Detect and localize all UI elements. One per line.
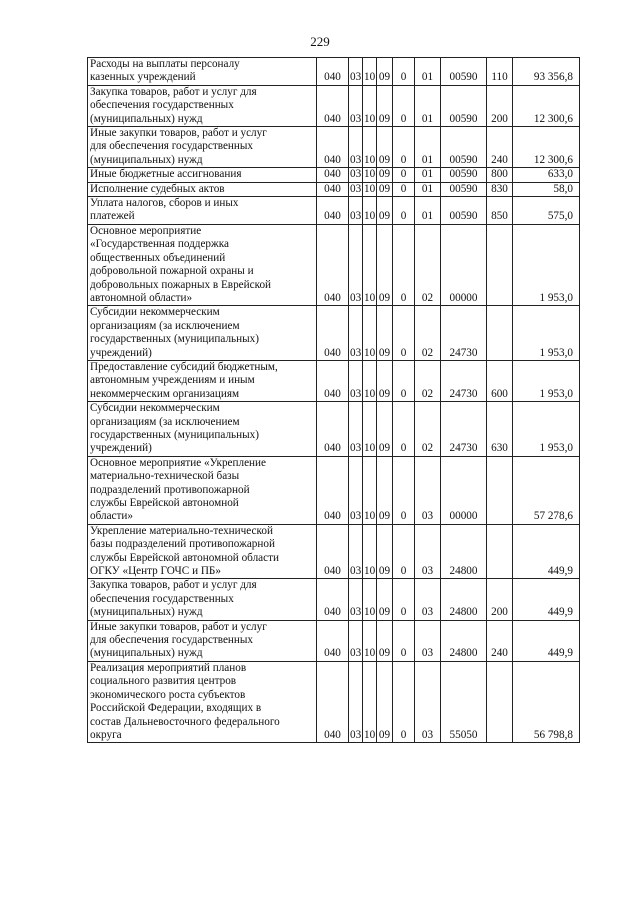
description-line: платежей [90, 210, 135, 223]
code-event: 03 [415, 456, 441, 524]
code-section: 03 [350, 168, 362, 181]
code-subsection: 10 [364, 168, 376, 181]
code-event: 02 [415, 224, 441, 305]
description-line: для обеспечения государственных [90, 634, 254, 647]
code-event: 03 [415, 524, 441, 579]
code-subsection: 10 [363, 579, 377, 620]
code-gov: 040 [317, 456, 349, 524]
code-event: 02 [415, 360, 441, 401]
description-line: Субсидии некоммерческим [90, 306, 220, 319]
code-section: 03 [349, 306, 363, 361]
code-subprogram: 0 [393, 579, 415, 620]
row-description [88, 402, 317, 457]
code-direction: 00590 [441, 58, 487, 86]
code-subprogram: 0 [393, 524, 415, 579]
code-gov: 040 [317, 58, 349, 86]
row-description [88, 224, 317, 305]
code-subprogram: 0 [393, 168, 415, 182]
code-program: 09 [377, 306, 393, 361]
code-direction: 00590 [441, 127, 487, 168]
description-line: «Государственная поддержка [90, 238, 229, 251]
code-event: 01 [415, 127, 441, 168]
code-gov: 040 [317, 306, 349, 361]
code-section: 03 [349, 620, 363, 661]
description-line: Закупка товаров, работ и услуг для [90, 85, 257, 98]
amount: 12 300,6 [513, 85, 580, 126]
code-subsection: 10 [363, 197, 377, 225]
code-expense-type: 240 [487, 127, 513, 168]
row-description [88, 58, 317, 86]
code-subsection: 10 [364, 182, 376, 195]
description-line: службы Еврейской автономной [90, 497, 239, 509]
description-line: ОГКУ «Центр ГОЧС и ПБ» [90, 565, 221, 578]
description-line: базы подразделений противопожарной [90, 538, 275, 551]
amount: 1 953,0 [513, 402, 580, 457]
code-gov: 040 [317, 524, 349, 579]
code-subsection: 10 [363, 127, 377, 168]
code-expense-type: 200 [487, 85, 513, 126]
row-description [88, 661, 317, 742]
code-expense-type: 800 [487, 168, 513, 182]
description-line: Реализация мероприятий планов [90, 661, 247, 674]
code-event: 01 [415, 168, 441, 182]
code-gov: 040 [317, 85, 349, 126]
table-row [88, 661, 580, 742]
code-subsection: 10 [363, 224, 377, 305]
code-section: 03 [349, 524, 363, 579]
code-subprogram: 0 [393, 456, 415, 524]
code-event: 01 [415, 197, 441, 225]
code-program: 09 [377, 524, 393, 579]
budget-table-body [88, 58, 580, 743]
code-subprogram: 0 [393, 360, 415, 401]
table-row [88, 168, 580, 182]
description-line: Закупка товаров, работ и услуг для [90, 579, 257, 592]
description-line: государственных (муниципальных) [90, 428, 259, 441]
code-gov: 040 [317, 168, 349, 182]
code-subprogram: 0 [393, 306, 415, 361]
code-program: 09 [377, 456, 393, 524]
code-program: 09 [377, 197, 393, 225]
description-line: округа [90, 728, 122, 741]
description-line: добровольных пожарных в Еврейской [90, 278, 272, 291]
code-subsection: 10 [363, 620, 377, 661]
code-section: 03 [349, 197, 363, 225]
description-line: автономным учреждениям и иным [90, 374, 255, 387]
row-description [88, 127, 317, 168]
code-subsection: 10 [363, 456, 377, 524]
row-description [88, 456, 317, 524]
description-line: учреждений) [90, 442, 152, 455]
amount: 575,0 [513, 197, 580, 225]
code-event: 02 [415, 306, 441, 361]
code-subprogram: 0 [393, 197, 415, 225]
code-expense-type: 630 [487, 402, 513, 457]
code-program: 09 [377, 579, 393, 620]
code-section: 03 [349, 402, 363, 457]
code-section: 03 [349, 661, 363, 742]
code-subprogram: 0 [393, 224, 415, 305]
code-gov: 040 [317, 224, 349, 305]
description-line: Российской Федерации, входящих в [90, 702, 262, 715]
code-subprogram: 0 [393, 661, 415, 742]
description-line: государственных (муниципальных) [90, 333, 259, 346]
code-direction: 00590 [441, 85, 487, 126]
code-direction: 00590 [441, 168, 487, 182]
code-expense-type [487, 456, 513, 524]
code-section: 03 [349, 85, 363, 126]
code-subsection: 10 [363, 58, 377, 86]
amount: 12 300,6 [513, 127, 580, 168]
description-line: Субсидии некоммерческим [90, 402, 220, 415]
code-section: 03 [349, 579, 363, 620]
code-gov: 040 [317, 402, 349, 457]
amount: 449,9 [513, 579, 580, 620]
code-expense-type [487, 524, 513, 579]
code-event: 01 [415, 58, 441, 86]
amount: 1 953,0 [513, 224, 580, 305]
table-row [88, 360, 580, 401]
description-line: Расходы на выплаты персоналу [90, 58, 240, 70]
code-program: 09 [377, 360, 393, 401]
description-line: (муниципальных) нужд [90, 647, 203, 660]
code-subprogram: 0 [393, 58, 415, 86]
code-gov: 040 [317, 661, 349, 742]
description-line: (муниципальных) нужд [90, 606, 203, 619]
code-program: 09 [377, 127, 393, 168]
description-line: учреждений) [90, 346, 152, 359]
description-line: общественных объединений [90, 251, 226, 264]
code-subsection: 10 [363, 360, 377, 401]
table-row [88, 85, 580, 126]
code-gov: 040 [317, 197, 349, 225]
description-line: автономной области» [90, 291, 193, 304]
row-description [88, 182, 317, 196]
description-line: Предоставление субсидий бюджетным, [90, 360, 278, 373]
table-row [88, 524, 580, 579]
code-section: 03 [349, 360, 363, 401]
amount: 449,9 [513, 524, 580, 579]
code-direction: 24730 [441, 360, 487, 401]
table-row [88, 197, 580, 225]
code-subsection: 10 [363, 402, 377, 457]
description-line: казенных учреждений [90, 71, 196, 84]
description-line: Иные бюджетные ассигнования [90, 168, 242, 181]
row-description [88, 524, 317, 579]
table-row [88, 224, 580, 305]
description-line: Иные закупки товаров, работ и услуг [90, 127, 267, 140]
code-direction: 00590 [441, 182, 487, 196]
code-program: 09 [377, 661, 393, 742]
description-line: Укрепление материально-технической [90, 524, 273, 537]
code-section: 03 [349, 127, 363, 168]
code-direction: 00000 [441, 456, 487, 524]
description-line: экономического роста субъектов [90, 688, 246, 701]
code-program: 09 [377, 182, 393, 196]
row-description [88, 168, 317, 182]
page-number: 229 [310, 34, 330, 49]
code-expense-type [487, 224, 513, 305]
code-gov: 040 [317, 182, 349, 196]
description-line: Уплата налогов, сборов и иных [90, 197, 239, 210]
code-direction: 24800 [441, 524, 487, 579]
amount: 57 278,6 [513, 456, 580, 524]
description-line: организациям (за исключением [90, 319, 240, 332]
description-line: (муниципальных) нужд [90, 153, 203, 166]
code-subsection: 10 [363, 524, 377, 579]
code-direction: 24800 [441, 579, 487, 620]
row-description [88, 197, 317, 225]
code-direction: 00590 [441, 197, 487, 225]
description-line: материально-технической базы [90, 470, 240, 483]
description-line: Иные закупки товаров, работ и услуг [90, 620, 267, 633]
code-expense-type: 600 [487, 360, 513, 401]
description-line: добровольной пожарной охраны и [90, 265, 254, 278]
code-subsection: 10 [363, 306, 377, 361]
code-program: 09 [377, 402, 393, 457]
description-line: Основное мероприятие [90, 224, 202, 237]
code-direction: 24800 [441, 620, 487, 661]
code-event: 02 [415, 402, 441, 457]
amount: 1 953,0 [513, 306, 580, 361]
table-row [88, 402, 580, 457]
description-line: области» [90, 510, 133, 523]
code-event: 03 [415, 579, 441, 620]
code-gov: 040 [317, 579, 349, 620]
code-section: 03 [349, 58, 363, 86]
code-gov: 040 [317, 620, 349, 661]
description-line: подразделений противопожарной [90, 483, 250, 496]
row-description [88, 620, 317, 661]
code-gov: 040 [317, 360, 349, 401]
code-direction: 55050 [441, 661, 487, 742]
code-subprogram: 0 [393, 402, 415, 457]
table-row [88, 456, 580, 524]
description-line: организациям (за исключением [90, 415, 240, 428]
description-line: состав Дальневосточного федерального [90, 715, 280, 728]
code-program: 09 [377, 85, 393, 126]
amount: 449,9 [513, 620, 580, 661]
code-expense-type: 850 [487, 197, 513, 225]
description-line: обеспечения государственных [90, 99, 234, 112]
table-row [88, 127, 580, 168]
row-description [88, 306, 317, 361]
description-line: для обеспечения государственных [90, 140, 254, 153]
description-line: обеспечения государственных [90, 592, 234, 605]
code-event: 03 [415, 620, 441, 661]
table-row [88, 620, 580, 661]
code-subsection: 10 [363, 85, 377, 126]
code-program: 09 [377, 58, 393, 86]
code-direction: 24730 [441, 306, 487, 361]
code-section: 03 [350, 182, 362, 195]
code-event: 01 [415, 85, 441, 126]
code-program: 09 [377, 620, 393, 661]
amount: 58,0 [513, 182, 580, 196]
budget-table [87, 57, 580, 743]
code-subprogram: 0 [393, 127, 415, 168]
description-line: (муниципальных) нужд [90, 112, 203, 125]
code-expense-type [487, 661, 513, 742]
code-expense-type [487, 306, 513, 361]
row-description [88, 579, 317, 620]
code-subprogram: 0 [393, 85, 415, 126]
code-expense-type: 110 [487, 58, 513, 86]
code-section: 03 [349, 456, 363, 524]
code-expense-type: 830 [487, 182, 513, 196]
description-line: социального развития центров [90, 675, 237, 688]
amount: 56 798,8 [513, 661, 580, 742]
description-line: некоммерческим организациям [90, 387, 240, 400]
code-event: 01 [415, 182, 441, 196]
row-description [88, 85, 317, 126]
code-subprogram: 0 [393, 182, 415, 196]
code-subprogram: 0 [393, 620, 415, 661]
row-description [88, 360, 317, 401]
amount: 633,0 [513, 168, 580, 182]
amount: 1 953,0 [513, 360, 580, 401]
code-direction: 00000 [441, 224, 487, 305]
code-gov: 040 [317, 127, 349, 168]
code-subsection: 10 [363, 661, 377, 742]
description-line: Основное мероприятие «Укрепление [90, 456, 266, 469]
table-row [88, 182, 580, 196]
amount: 93 356,8 [513, 58, 580, 86]
table-row [88, 306, 580, 361]
code-expense-type: 240 [487, 620, 513, 661]
code-program: 09 [377, 224, 393, 305]
code-section: 03 [349, 224, 363, 305]
code-expense-type: 200 [487, 579, 513, 620]
code-program: 09 [377, 168, 393, 182]
code-direction: 24730 [441, 402, 487, 457]
description-line: службы Еврейской автономной области [90, 551, 279, 564]
description-line: Исполнение судебных актов [90, 182, 225, 195]
table-row [88, 58, 580, 86]
code-event: 03 [415, 661, 441, 742]
table-row [88, 579, 580, 620]
